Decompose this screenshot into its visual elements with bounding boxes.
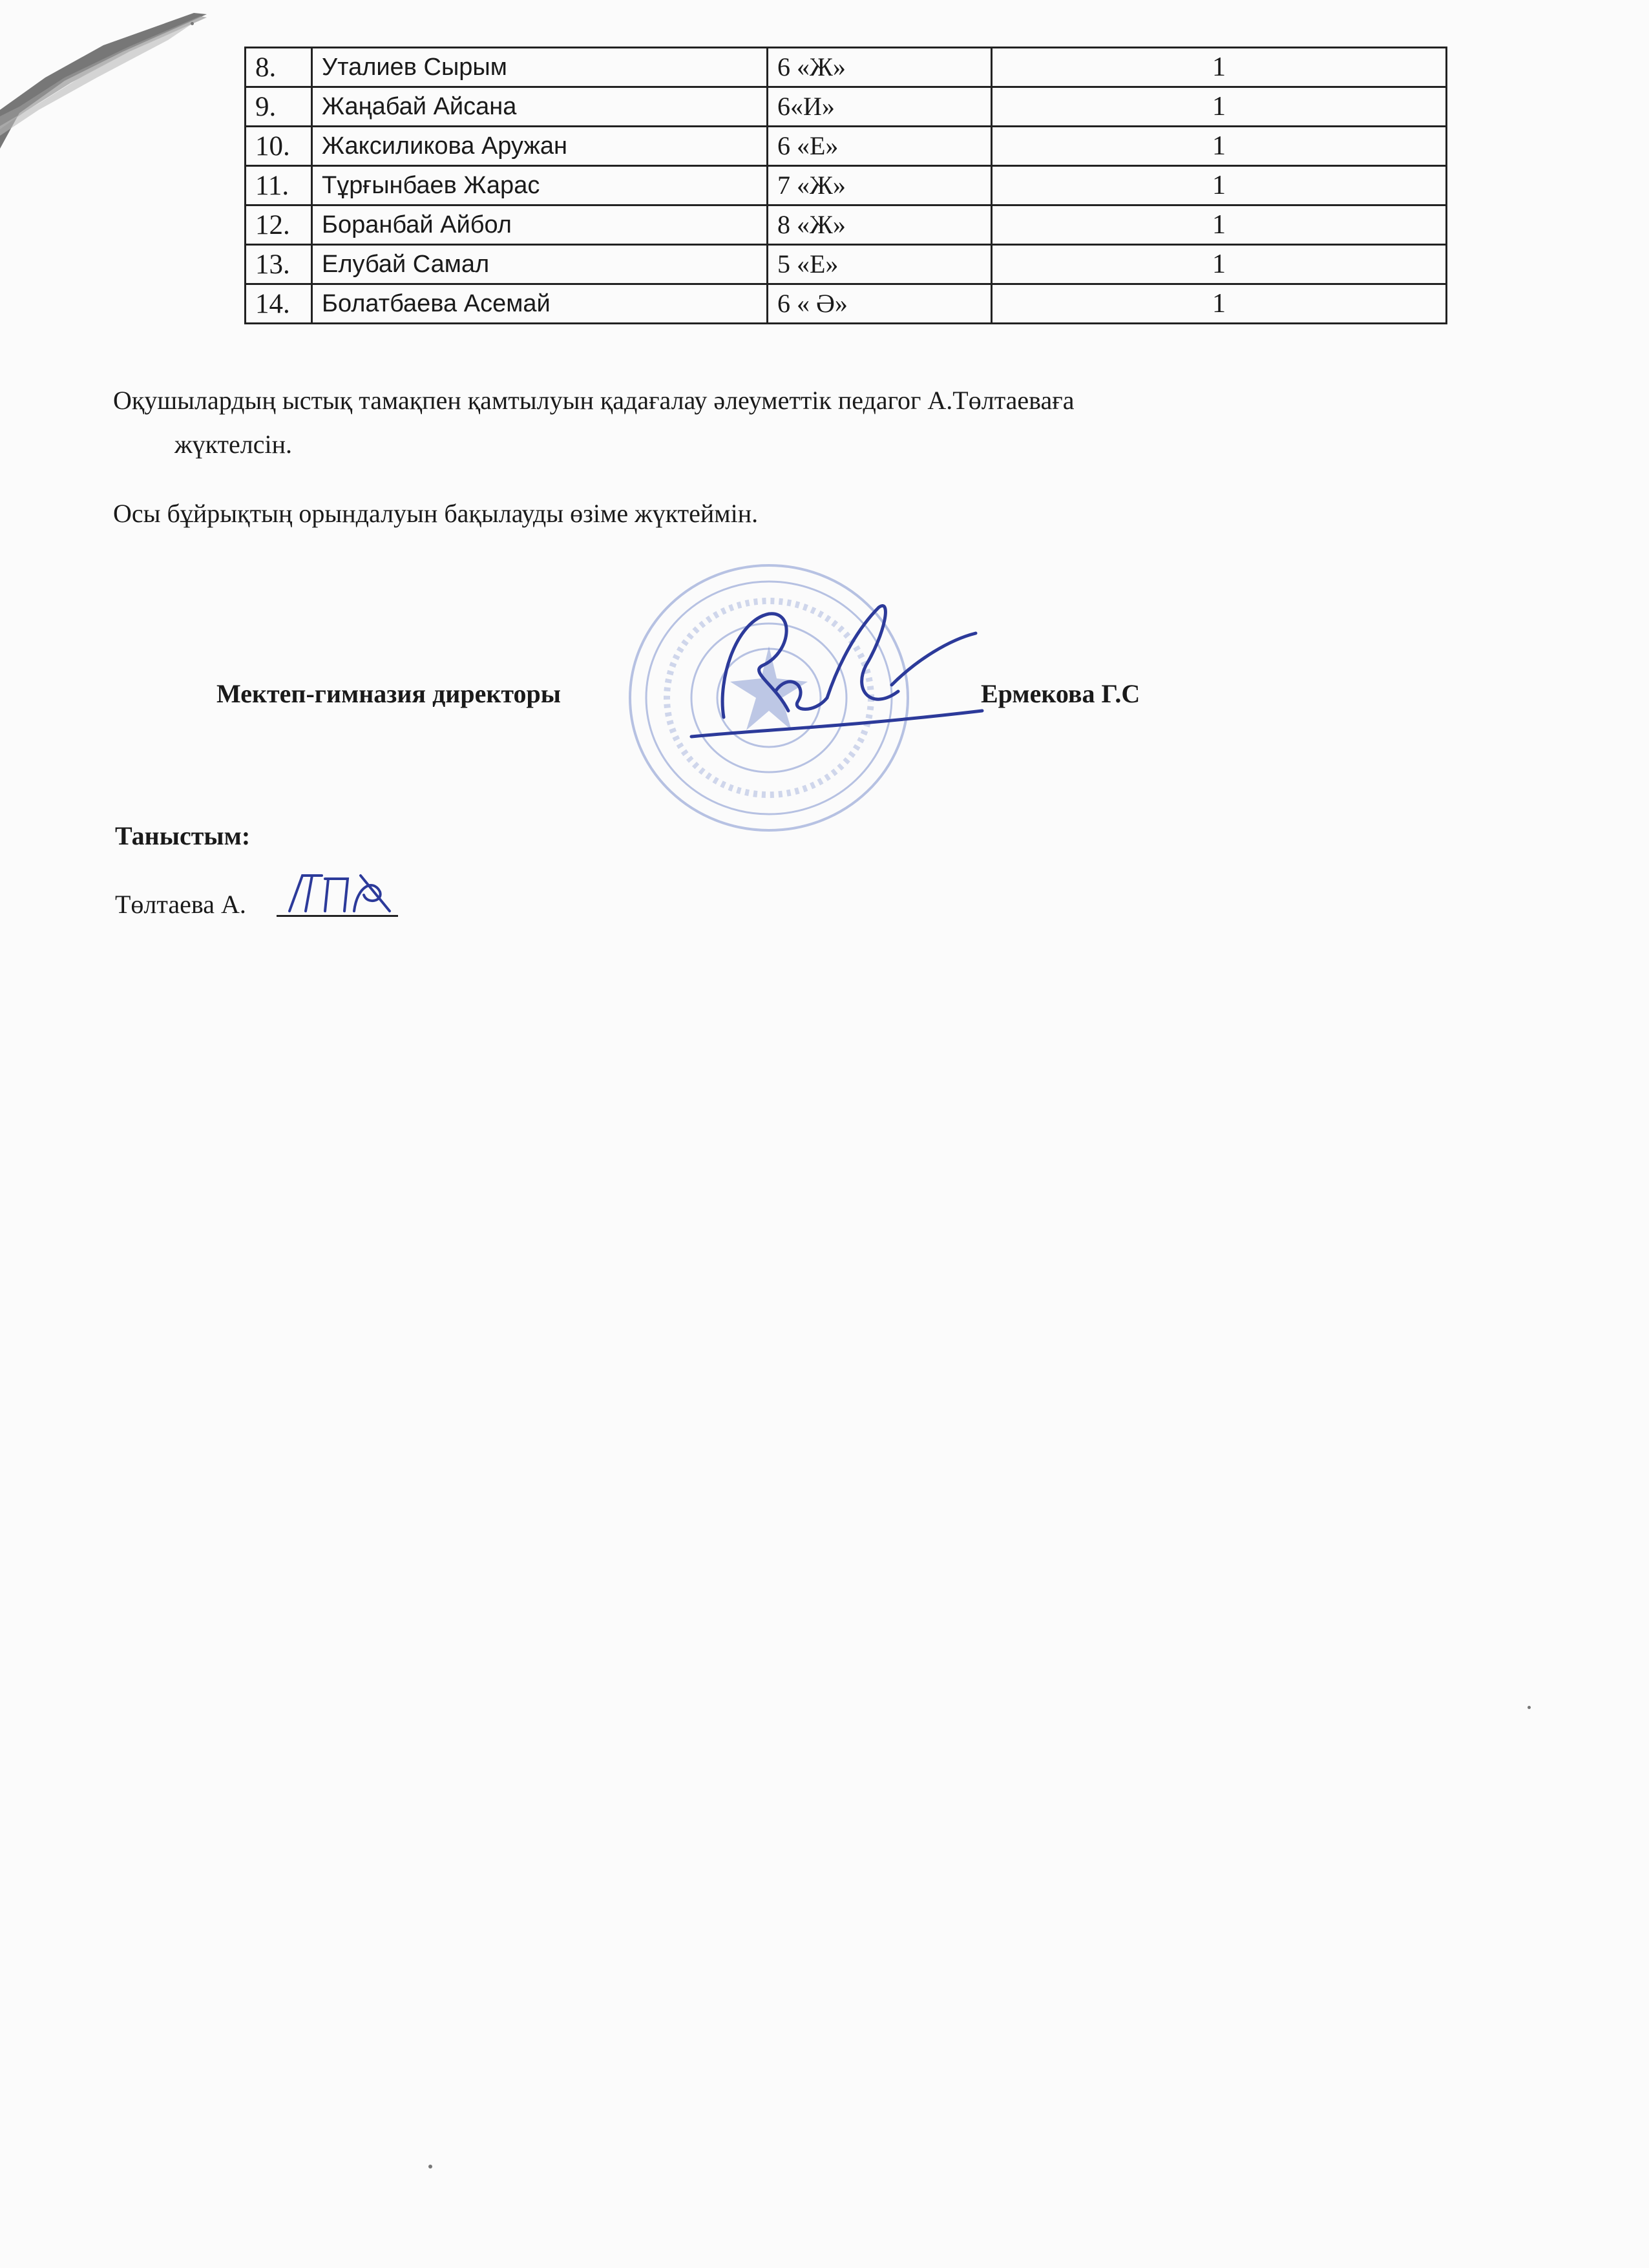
row-number: 12. [246, 205, 312, 245]
row-quantity: 1 [992, 127, 1447, 166]
scan-speck [1528, 1706, 1531, 1709]
row-quantity: 1 [992, 205, 1447, 245]
row-quantity: 1 [992, 48, 1447, 87]
row-quantity: 1 [992, 166, 1447, 205]
row-quantity: 1 [992, 87, 1447, 127]
row-number: 8. [246, 48, 312, 87]
student-class: 6«И» [768, 87, 992, 127]
row-number: 11. [246, 166, 312, 205]
scan-shadow-corner [0, 0, 207, 149]
row-number: 10. [246, 127, 312, 166]
student-class: 5 «Е» [768, 245, 992, 284]
row-number: 13. [246, 245, 312, 284]
student-class: 7 «Ж» [768, 166, 992, 205]
student-class: 6 « Ә» [768, 284, 992, 324]
student-name: Болатбаева Асемай [312, 284, 768, 324]
row-quantity: 1 [992, 284, 1447, 324]
student-class: 6 «Е» [768, 127, 992, 166]
scan-speck [428, 2165, 432, 2168]
student-name: Жаңабай Айсана [312, 87, 768, 127]
table-row [246, 87, 1447, 127]
table-row [246, 166, 1447, 205]
table-row [246, 127, 1447, 166]
row-number: 9. [246, 87, 312, 127]
supervision-paragraph-continuation: жүктелсін. [174, 430, 293, 459]
table-row [246, 205, 1447, 245]
student-class: 8 «Ж» [768, 205, 992, 245]
student-name: Уталиев Сырым [312, 48, 768, 87]
student-name: Тұрғынбаев Жарас [312, 166, 768, 205]
student-name: Елубай Самал [312, 245, 768, 284]
supervision-paragraph: Оқушылардың ыстық тамақпен қамтылуын қадағалау әлеуметтік педагог А.Төлтаеваға [113, 386, 1075, 415]
scan-speck [191, 22, 194, 25]
acknowledgement-handwritten-signature [277, 866, 406, 924]
director-handwritten-signature [678, 582, 989, 775]
student-table [244, 47, 1447, 324]
table-row [246, 245, 1447, 284]
signatory-title: Мектеп-гимназия директоры [216, 679, 561, 708]
acknowledgement-name: Төлтаева А. [115, 890, 246, 919]
signatory-name: Ермекова Г.С [981, 679, 1140, 708]
table-row [246, 48, 1447, 87]
acknowledgement-label: Таныстым: [115, 821, 251, 850]
student-name: Боранбай Айбол [312, 205, 768, 245]
row-quantity: 1 [992, 245, 1447, 284]
student-name: Жаксиликова Аружан [312, 127, 768, 166]
row-number: 14. [246, 284, 312, 324]
student-class: 6 «Ж» [768, 48, 992, 87]
control-paragraph: Осы бұйрықтың орындалуын бақылауды өзіме жүктеймін. [113, 499, 759, 528]
table-row [246, 284, 1447, 324]
